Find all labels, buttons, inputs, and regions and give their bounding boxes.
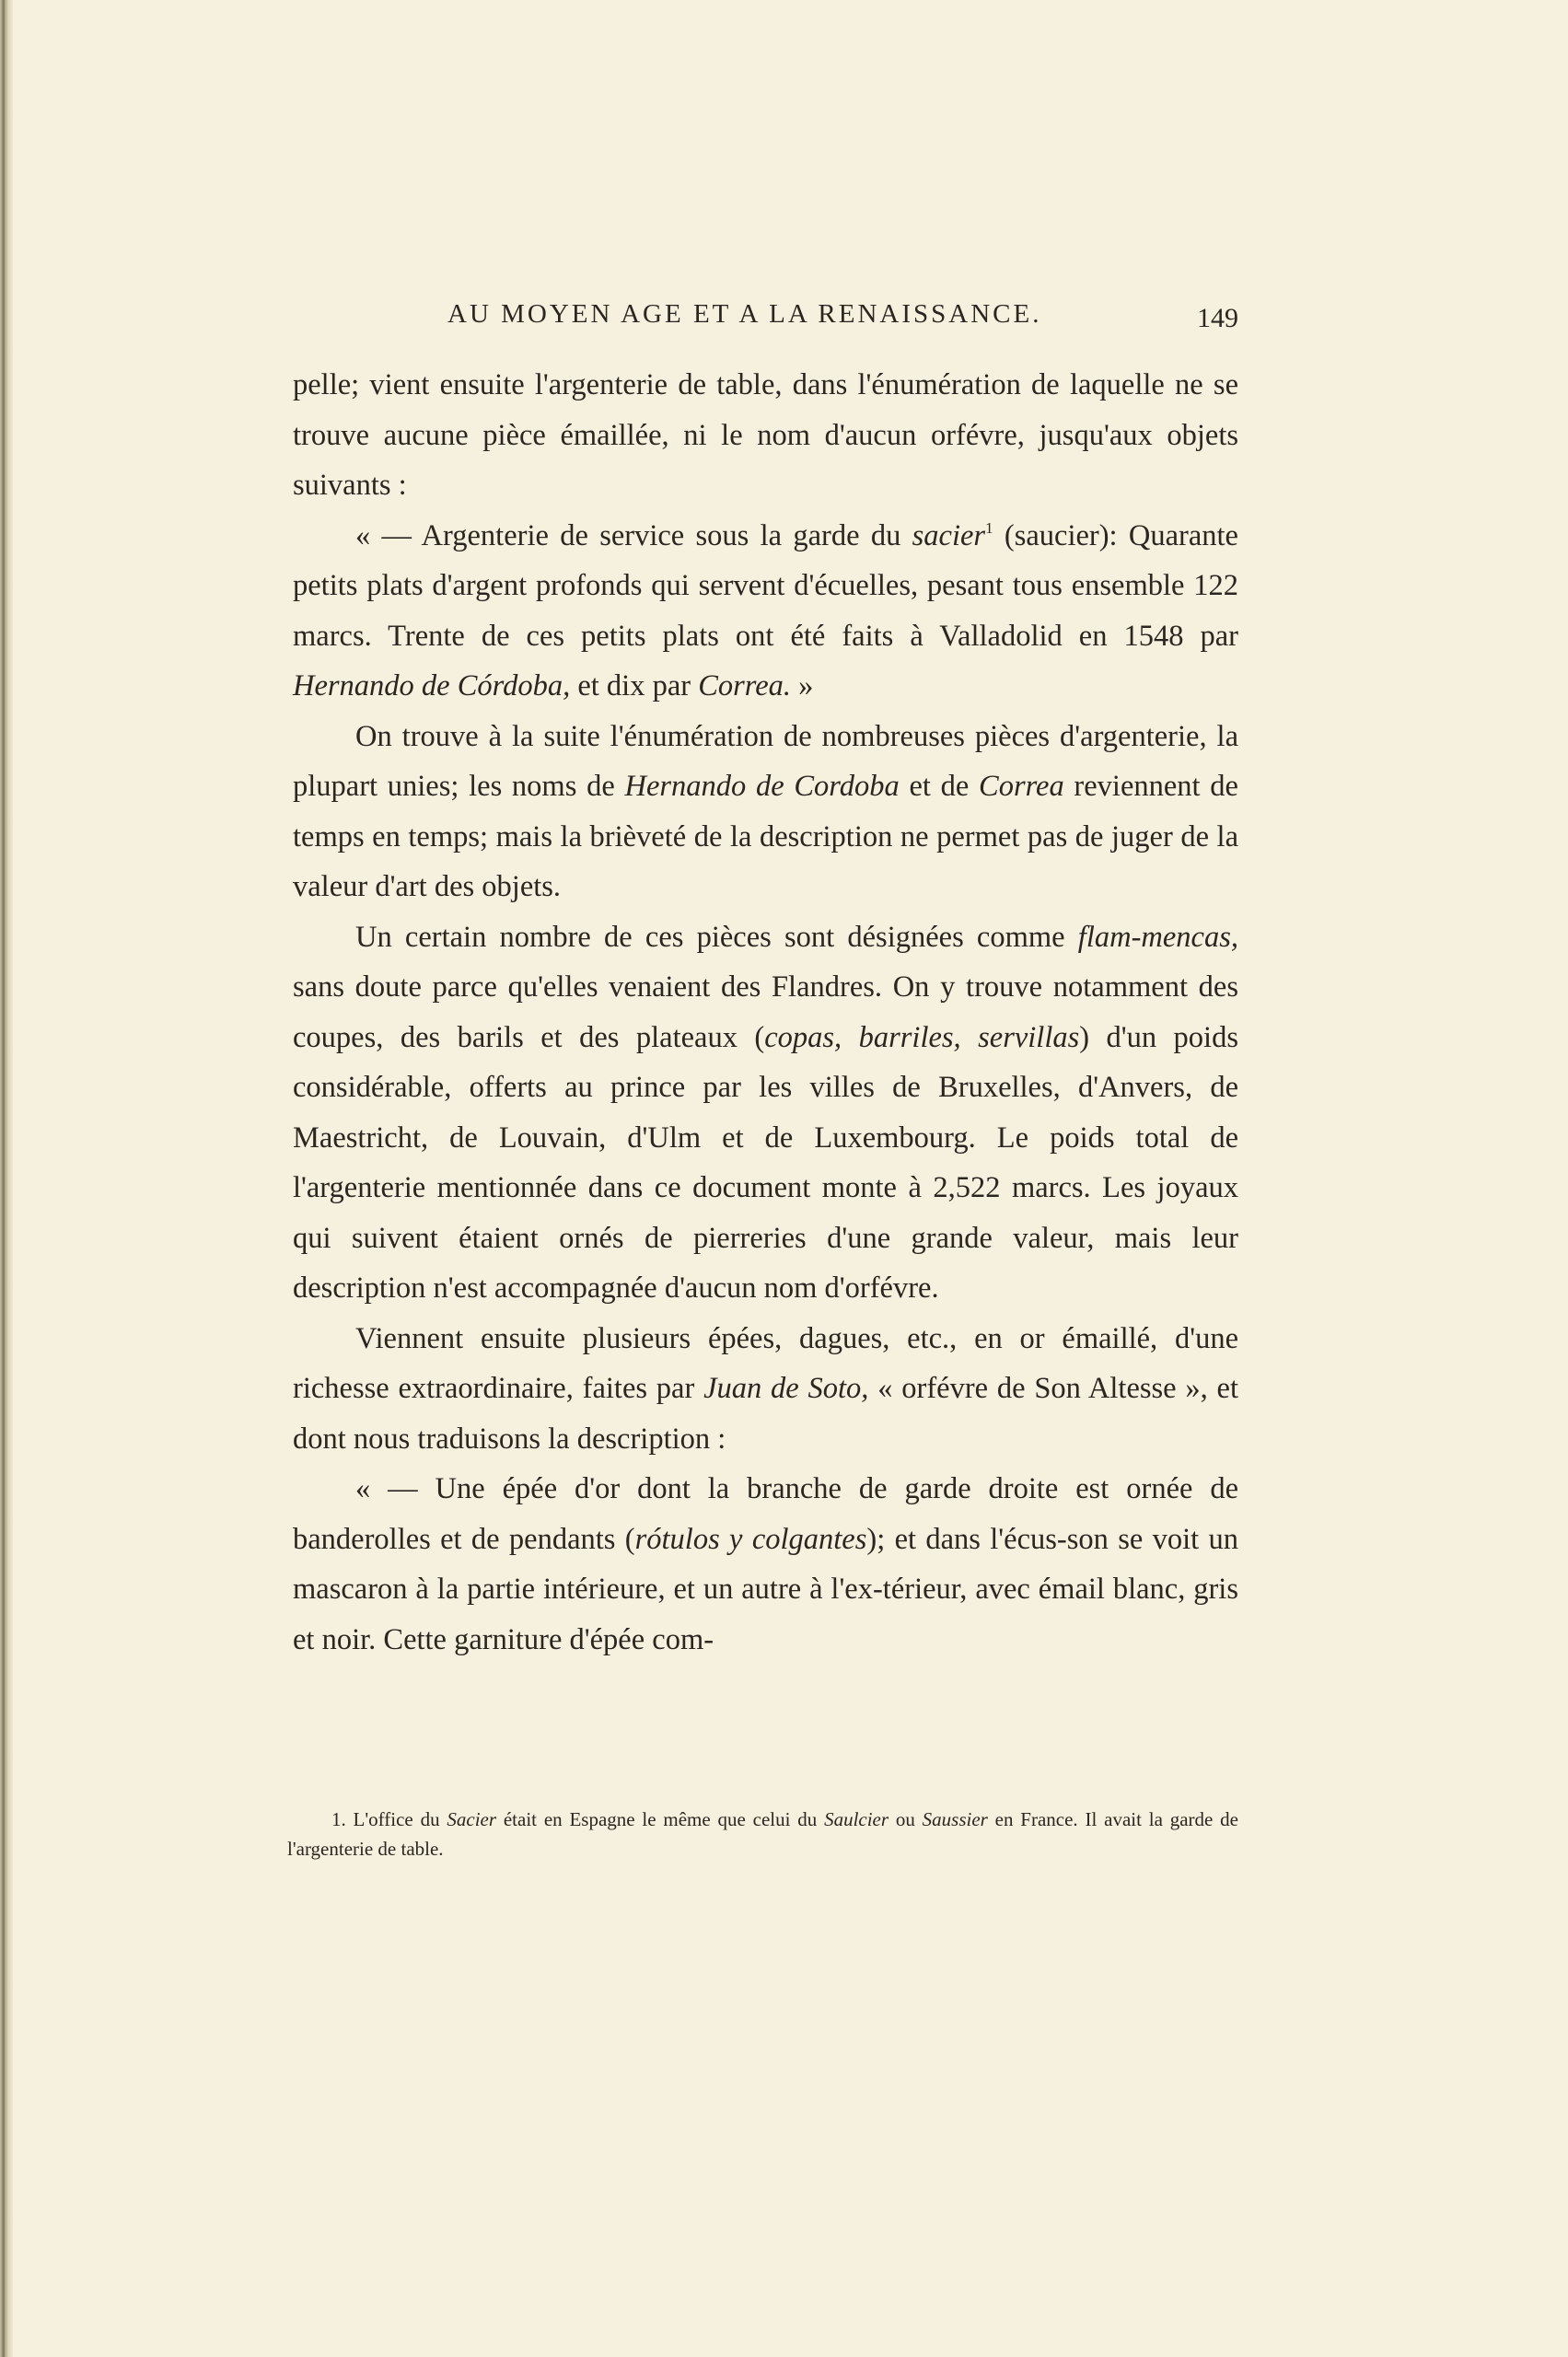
- paragraph: [293, 1314, 1238, 1465]
- text-run: en France. Il avait la garde de l'argenterie de table.: [287, 1808, 1238, 1860]
- paragraph: [293, 712, 1238, 912]
- text-run: pelle; vient ensuite l'argenterie de table, dans l'énumération de laquelle ne se trouve aucune pièce émaillée, ni le nom d'aucun orfévre, jusqu'aux objets suivants :: [293, 368, 1238, 502]
- text-run: ou: [889, 1808, 923, 1830]
- italic-text: rótulos y colgantes: [634, 1522, 867, 1556]
- italic-text: Juan de Soto,: [703, 1372, 869, 1405]
- italic-text: sacier: [912, 518, 986, 552]
- footnotes: [287, 1805, 1238, 1864]
- italic-text: Saussier: [922, 1808, 988, 1830]
- text-run: 1. L'office du: [331, 1808, 447, 1830]
- text-run: (saucier): Quarante petits plats d'argent profonds qui servent d'écuelles, pesant tous ensemble 122 marcs. Trente de ces petits plats ont été faits à Valladolid en 1548 par: [293, 518, 1238, 653]
- running-title: AU MOYEN AGE ET A LA RENAISSANCE.: [447, 299, 1042, 329]
- text-run: « — Argenterie de service sous la garde du: [355, 518, 912, 552]
- text-run: Un certain nombre de ces pièces sont désignées comme: [355, 920, 1078, 954]
- quotation-paragraph: [293, 511, 1238, 712]
- text-run: ); et dans l'écus-son se voit un mascaron à la partie intérieure, et un autre à l'ex-térieur, avec émail blanc, gris et noir. Cette garniture d'épée com-: [293, 1522, 1238, 1656]
- page-number: 149: [1197, 303, 1238, 333]
- running-header: [293, 299, 1238, 336]
- italic-text: flam-mencas,: [1077, 920, 1238, 954]
- footnote: [287, 1805, 1238, 1864]
- italic-text: Hernando de Córdoba,: [293, 669, 571, 702]
- text-run: ) d'un poids considérable, offerts au prince par les villes de Bruxelles, d'Anvers, de Maestricht, de Louvain, d'Ulm et de Luxembourg. Le poids total de l'argenterie mentionnée dans ce document monte à 2,522 marcs. Les joyaux qui suivent étaient ornés de pierreries d'une grande valeur, mais leur description n'est accompagnée d'aucun nom d'orfévre.: [293, 1020, 1238, 1305]
- body-text: [293, 360, 1238, 1665]
- paragraph: [293, 912, 1238, 1314]
- paragraph: [293, 360, 1238, 511]
- text-run: et dix par: [570, 669, 699, 702]
- page-binding-edge: [3, 0, 5, 2357]
- quotation-paragraph: [293, 1464, 1238, 1665]
- text-run: »: [791, 669, 814, 702]
- text-run: « orfévre de Son Altesse », et dont nous traduisons la description :: [293, 1372, 1238, 1456]
- footnote-reference: 1: [985, 518, 993, 537]
- text-run: reviennent de temps en temps; mais la brièveté de la description ne permet pas de juger de la valeur d'art des objets.: [293, 770, 1238, 903]
- italic-text: Saulcier: [824, 1808, 889, 1830]
- italic-text: Correa: [979, 770, 1064, 803]
- text-run: On trouve à la suite l'énumération de nombreuses pièces d'argenterie, la plupart unies; les noms de: [293, 719, 1238, 803]
- text-run: « — Une épée d'or dont la branche de garde droite est ornée de banderolles et de pendants (: [293, 1472, 1238, 1556]
- italic-text: Correa.: [698, 669, 792, 702]
- italic-text: Sacier: [447, 1808, 497, 1830]
- text-run: et de: [899, 770, 980, 803]
- text-run: Viennent ensuite plusieurs épées, dagues, etc., en or émaillé, d'une richesse extraordinaire, faites par: [293, 1321, 1238, 1405]
- italic-text: Hernando de Cordoba: [624, 770, 900, 803]
- text-run: était en Espagne le même que celui du: [496, 1808, 825, 1830]
- text-run: sans doute parce qu'elles venaient des Flandres. On y trouve notamment des coupes, des barils et des plateaux (: [293, 970, 1238, 1054]
- italic-text: copas, barriles, servillas: [764, 1020, 1080, 1054]
